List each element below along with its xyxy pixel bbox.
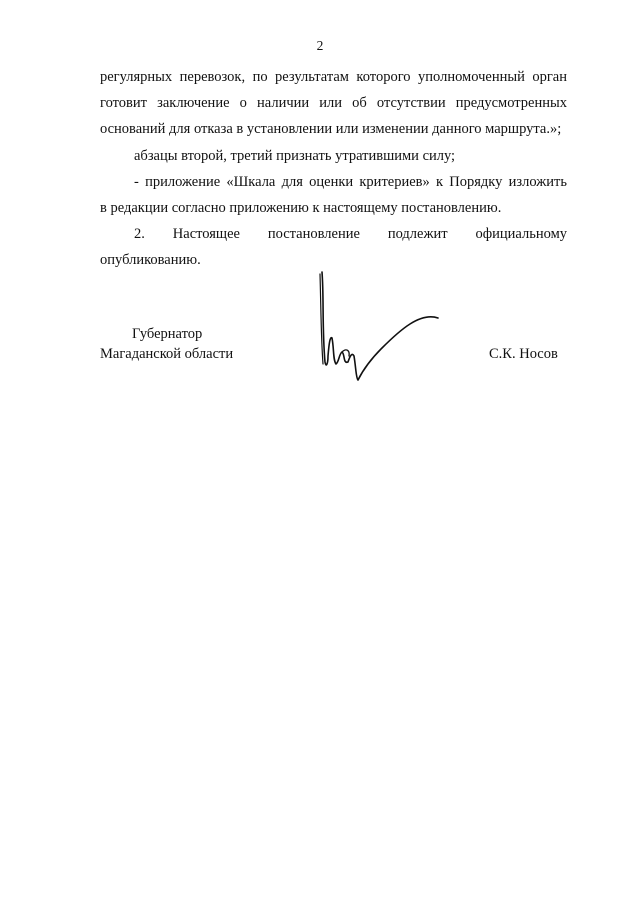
numbered-item-line: [100, 221, 567, 247]
signatory-region: Магаданской области: [100, 346, 234, 362]
document-body: [100, 64, 567, 274]
paragraph-line: оснований для отказа в установлении или изменении данного маршрута.»;: [100, 121, 562, 138]
signatory-name: С.К. Носов: [489, 346, 558, 362]
paragraph-line: регулярных перевозок, по результатам которого уполномоченный орган: [100, 69, 567, 85]
handwritten-signature: [312, 268, 447, 388]
paragraph-line: - приложение «Шкала для оценки критериев» к Порядку изложить: [134, 173, 567, 190]
item-word: постановление: [267, 226, 360, 243]
paragraph-line: готовит заключение о наличии или об отсутствии предусмотренных: [100, 95, 567, 112]
item-number: 2.: [134, 226, 145, 243]
paragraph-line: опубликованию.: [100, 252, 201, 269]
paragraph-line: абзацы второй, третий признать утратившими силу;: [134, 147, 456, 164]
signatory-title: Губернатор: [132, 326, 203, 342]
item-word: подлежит: [387, 226, 448, 243]
item-word: Настоящее: [172, 226, 240, 243]
paragraph-line: в редакции согласно приложению к настоящему постановлению.: [100, 200, 502, 217]
item-word: официальному: [475, 226, 567, 243]
page-number: 2: [316, 38, 324, 53]
